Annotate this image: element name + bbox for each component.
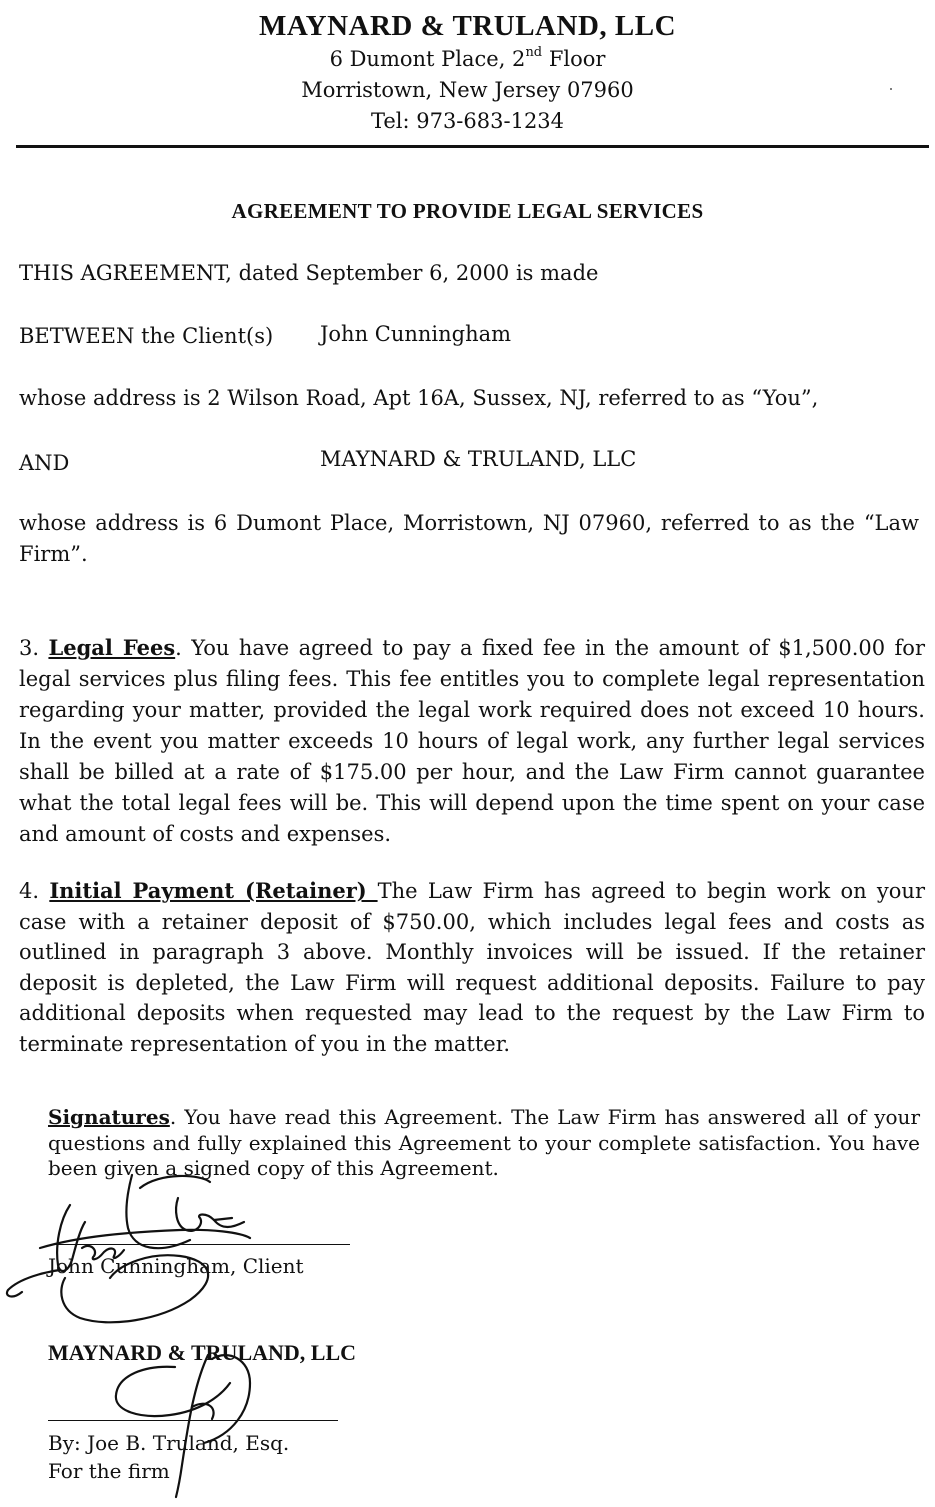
section-initial-payment (19, 876, 925, 1059)
and-label: AND (19, 451, 70, 475)
letterhead-phone: Tel: 973-683-1234 (370, 109, 565, 133)
letterhead-street-main: 6 Dumont Place, 2 (329, 47, 526, 71)
section-legal-fees (19, 632, 925, 850)
signatures-text: . You have read this Agreement. The Law Firm has answered all of your questions and fully explained this Agreement to your complete satisfaction. You have been given a signed copy of this Agreement. (48, 1105, 920, 1180)
section-3-number: 3. (19, 636, 49, 660)
client-name: John Cunningham (320, 322, 512, 346)
letterhead-rule (16, 145, 929, 148)
client-handwritten-signature (0, 1160, 300, 1330)
firm-signer-line: By: Joe B. Truland, Esq. (48, 1431, 290, 1455)
firm-for-line: For the firm (48, 1459, 170, 1483)
section-4-heading: Initial Payment (Retainer) (49, 878, 378, 903)
section-3-heading: Legal Fees (48, 635, 176, 660)
client-signature-caption: John Cunningham, Client (48, 1254, 304, 1278)
firm-address-paragraph: whose address is 6 Dumont Place, Morristown, NJ 07960, referred to as the “Law Firm”. (19, 511, 919, 566)
party-firm-name: MAYNARD & TRULAND, LLC (320, 447, 637, 471)
section-4-number: 4. (19, 879, 50, 903)
between-label: BETWEEN the Client(s) (19, 324, 274, 348)
letterhead-city: Morristown, New Jersey 07960 (301, 78, 634, 102)
client-address-line: whose address is 2 Wilson Road, Apt 16A, Sussex, NJ, referred to as “You”, (19, 386, 819, 410)
document-title: AGREEMENT TO PROVIDE LEGAL SERVICES (231, 199, 704, 223)
letterhead-street-rest: Floor (542, 47, 606, 71)
section-3-text: . You have agreed to pay a fixed fee in the amount of $1,500.00 for legal services plus filing fees. This fee entitles you to complete legal representation regarding your matter, provided the legal work required does not exceed 10 hours. In the event you matter exceeds 10 hours of legal work, any further legal services shall be billed at a rate of $175.00 per hour, and the Law Firm cannot guarantee what the total legal fees will be. This will depend upon the time spent on your case and amount of costs and expenses. (19, 636, 925, 846)
agreement-dated-line: THIS AGREEMENT, dated September 6, 2000 is made (19, 261, 599, 285)
signatures-heading: Signatures (48, 1105, 170, 1129)
letterhead-street (0, 47, 935, 71)
letterhead-street-sup: nd (525, 45, 543, 60)
letterhead-firm-name: MAYNARD & TRULAND, LLC (258, 10, 677, 42)
firm-handwritten-signature (100, 1345, 280, 1505)
signature-firm-name: MAYNARD & TRULAND, LLC (48, 1340, 357, 1365)
section-4-text: The Law Firm has agreed to begin work on your case with a retainer deposit of $750.00, which includes legal fees and costs as outlined in paragraph 3 above. Monthly invoices will be issued. If the retainer deposit is depleted, the Law Firm will request additional deposits. Failure to pay additional deposits when requested may lead to the request by the Law Firm to terminate representation of you in the matter. (19, 879, 925, 1056)
scan-speck (890, 88, 892, 90)
